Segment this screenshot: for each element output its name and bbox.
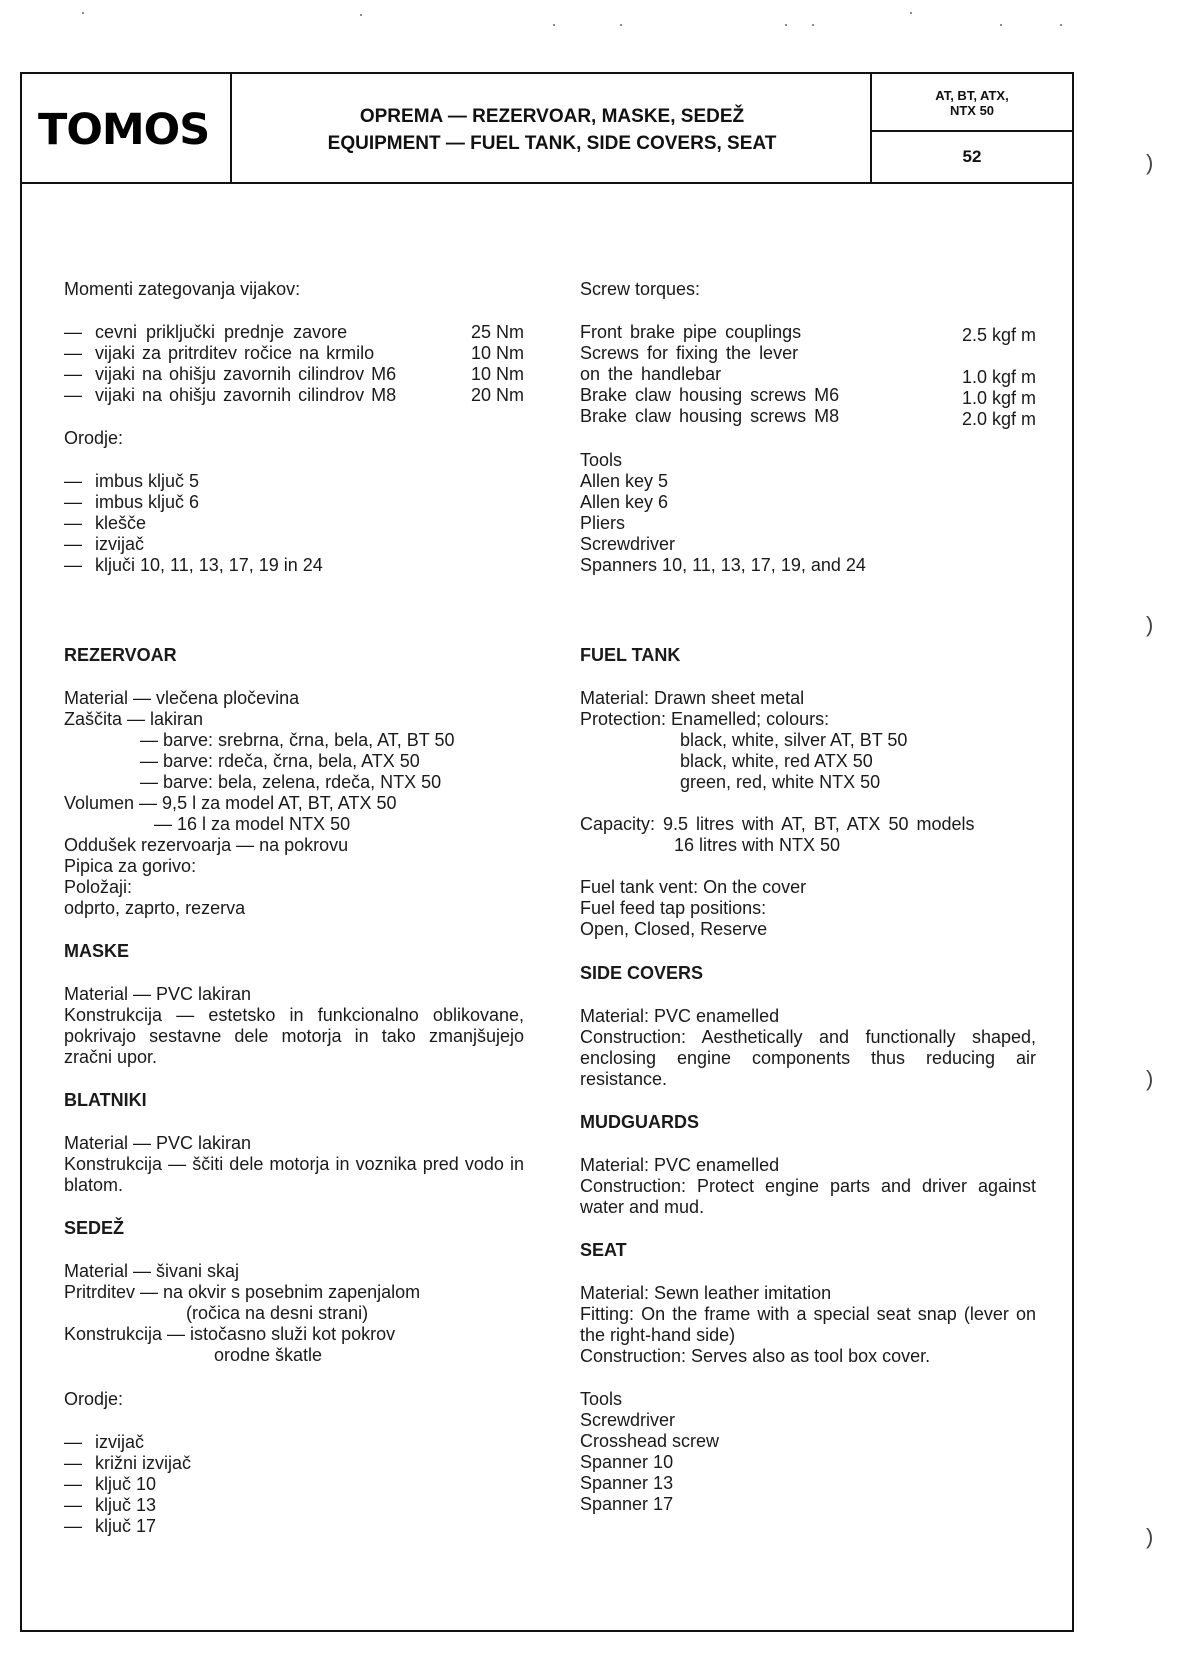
covers-material-sl: Material — PVC lakiran (64, 984, 252, 1004)
list-item: imbus ključ 5 (95, 471, 200, 491)
torques-heading-en: Screw torques: (580, 279, 701, 299)
scan-speck (910, 12, 912, 14)
scan-speck (1060, 24, 1062, 26)
tank-colour-3-en: green, red, white NTX 50 (680, 772, 881, 792)
list-item: Spanner 10 (580, 1452, 674, 1472)
torque-line-5-en: Brake claw housing screws M8 (580, 406, 840, 426)
torque-value: 2.0 kgf m (961, 409, 1036, 429)
seat-material-en: Material: Sewn leather imitation (580, 1283, 832, 1303)
tank-material-en: Material: Drawn sheet metal (580, 688, 805, 708)
list-item: Screwdriver (580, 534, 676, 554)
covers-construction-en: Construction: Aesthetically and functionally shaped, enclosing engine components thus reducing air resistance. (580, 1027, 1036, 1089)
section-heading-mudguards-sl: BLATNIKI (64, 1090, 147, 1110)
torque-line-2-en: Screws for fixing the lever (580, 343, 799, 363)
torque-line-3-en: on the handlebar (580, 364, 722, 384)
section-heading-covers-sl: MASKE (64, 941, 130, 961)
tank-tap-en: Fuel feed tap positions: (580, 898, 767, 918)
covers-material-en: Material: PVC enamelled (580, 1006, 780, 1026)
tank-positions-values-sl: odprto, zaprto, rezerva (64, 898, 246, 918)
list-item: Spanner 17 (580, 1494, 674, 1514)
list-item: Pliers (580, 513, 626, 533)
mudguards-construction-en: Construction: Protect engine parts and driver against water and mud. (580, 1176, 1036, 1217)
scan-speck (553, 24, 555, 26)
torque-value: 25 Nm (470, 322, 524, 342)
list-item: izvijač (95, 534, 145, 554)
seat-fitting-en: Fitting: On the frame with a special seat snap (lever on the right-hand side) (580, 1304, 1036, 1345)
models-line-1: AT, BT, ATX, (935, 88, 1009, 103)
tools-heading-2-sl: Orodje: (64, 1389, 124, 1409)
section-heading-seat-sl: SEDEŽ (64, 1218, 125, 1238)
section-heading-tank-sl: REZERVOAR (64, 645, 177, 665)
scan-speck (620, 24, 622, 26)
tank-positions-en: Open, Closed, Reserve (580, 919, 768, 939)
mudguards-construction-sl: Konstrukcija — ščiti dele motorja in voznika pred vodo in blatom. (64, 1154, 524, 1195)
list-item: vijaki na ohišju zavornih cilindrov M6 (95, 364, 397, 384)
list-item: ključ 13 (95, 1495, 157, 1515)
scan-speck (785, 24, 787, 26)
tank-vent-sl: Oddušek rezervoarja — na pokrovu (64, 835, 349, 855)
tank-material-sl: Material — vlečena pločevina (64, 688, 300, 708)
list-item: Allen key 5 (580, 471, 669, 491)
list-item: ključi 10, 11, 13, 17, 19 in 24 (95, 555, 323, 575)
torque-value: 1.0 kgf m (961, 388, 1036, 408)
torque-line-1-en: Front brake pipe couplings (580, 322, 802, 342)
tank-protection-en: Protection: Enamelled; colours: (580, 709, 830, 729)
seat-material-sl: Material — šivani skaj (64, 1261, 240, 1281)
models-line-2: NTX 50 (949, 103, 995, 118)
tank-colour-1-sl: — barve: srebrna, črna, bela, AT, BT 50 (140, 730, 455, 750)
torques-heading-sl: Momenti zategovanja vijakov: (64, 279, 301, 299)
seat-fitting-2-sl: (ročica na desni strani) (186, 1303, 369, 1323)
section-heading-covers-en: SIDE COVERS (580, 963, 704, 983)
mudguards-material-sl: Material — PVC lakiran (64, 1133, 252, 1153)
tank-capacity-2-en: 16 litres with NTX 50 (674, 835, 841, 855)
list-item: cevni priključki prednje zavore (95, 322, 348, 342)
list-item: klešče (95, 513, 147, 533)
page-number: 52 (962, 147, 982, 166)
tank-colour-2-en: black, white, red ATX 50 (680, 751, 873, 771)
mudguards-material-en: Material: PVC enamelled (580, 1155, 780, 1175)
seat-fitting-1-sl: Pritrditev — na okvir s posebnim zapenjalom (64, 1282, 421, 1302)
section-heading-mudguards-en: MUDGUARDS (580, 1112, 699, 1132)
tank-volume-1-sl: Volumen — 9,5 l za model AT, BT, ATX 50 (64, 793, 397, 813)
list-item: Allen key 6 (580, 492, 669, 512)
tank-positions-sl: Položaji: (64, 877, 133, 897)
torque-value: 10 Nm (470, 364, 524, 384)
tools-heading-2-en: Tools (580, 1389, 623, 1409)
scan-speck (82, 12, 84, 14)
list-item: Spanners 10, 11, 13, 17, 19, and 24 (580, 555, 866, 575)
covers-construction-sl: Konstrukcija — estetsko in funkcionalno oblikovane, pokrivajo sestavne dele motorja in tako zmanjšujejo zračni upor. (64, 1005, 524, 1067)
scan-speck (1000, 24, 1002, 26)
list-item: imbus ključ 6 (95, 492, 200, 512)
scan-speck (812, 24, 814, 26)
binder-hole-mark: ) (1146, 150, 1154, 175)
title-english: EQUIPMENT — FUEL TANK, SIDE COVERS, SEAT (327, 133, 777, 154)
torque-value: 1.0 kgf m (961, 367, 1036, 387)
list-item: izvijač (95, 1432, 145, 1452)
tank-protection-sl: Zaščita — lakiran (64, 709, 204, 729)
scan-speck (360, 14, 362, 16)
seat-construction-1-sl: Konstrukcija — istočasno služi kot pokrov (64, 1324, 396, 1344)
tank-volume-2-sl: — 16 l za model NTX 50 (154, 814, 351, 834)
seat-construction-en: Construction: Serves also as tool box cover. (580, 1346, 931, 1366)
section-heading-seat-en: SEAT (580, 1240, 627, 1260)
list-item: ključ 17 (95, 1516, 157, 1536)
torque-value: 10 Nm (470, 343, 524, 363)
list-item: vijaki na ohišju zavornih cilindrov M8 (95, 385, 397, 405)
brand-logo: TOMOS (38, 105, 210, 155)
list-item: vijaki za pritrditev ročice na krmilo (95, 343, 375, 363)
list-item: Screwdriver (580, 1410, 676, 1430)
tank-capacity-1-en: Capacity: 9.5 litres with AT, BT, ATX 50 models (580, 814, 975, 834)
list-item: Spanner 13 (580, 1473, 674, 1493)
torque-line-4-en: Brake claw housing screws M6 (580, 385, 840, 405)
torque-value: 2.5 kgf m (961, 325, 1036, 345)
list-item: ključ 10 (95, 1474, 157, 1494)
tank-vent-en: Fuel tank vent: On the cover (580, 877, 807, 897)
section-heading-tank-en: FUEL TANK (580, 645, 681, 665)
binder-hole-mark: ) (1146, 1066, 1154, 1091)
binder-hole-mark: ) (1146, 1524, 1154, 1549)
list-item: križni izvijač (95, 1453, 192, 1473)
title-slovenian: OPREMA — REZERVOAR, MASKE, SEDEŽ (359, 106, 745, 127)
tank-colour-3-sl: — barve: bela, zelena, rdeča, NTX 50 (140, 772, 442, 792)
seat-construction-2-sl: orodne škatle (214, 1345, 323, 1365)
tools-heading-en: Tools (580, 450, 623, 470)
list-item: Crosshead screw (580, 1431, 720, 1451)
torque-value: 20 Nm (470, 385, 524, 405)
tank-colour-1-en: black, white, silver AT, BT 50 (680, 730, 908, 750)
tank-tap-sl: Pipica za gorivo: (64, 856, 197, 876)
tools-heading-sl: Orodje: (64, 428, 124, 448)
binder-hole-mark: ) (1146, 612, 1154, 637)
tank-colour-2-sl: — barve: rdeča, črna, bela, ATX 50 (140, 751, 420, 771)
